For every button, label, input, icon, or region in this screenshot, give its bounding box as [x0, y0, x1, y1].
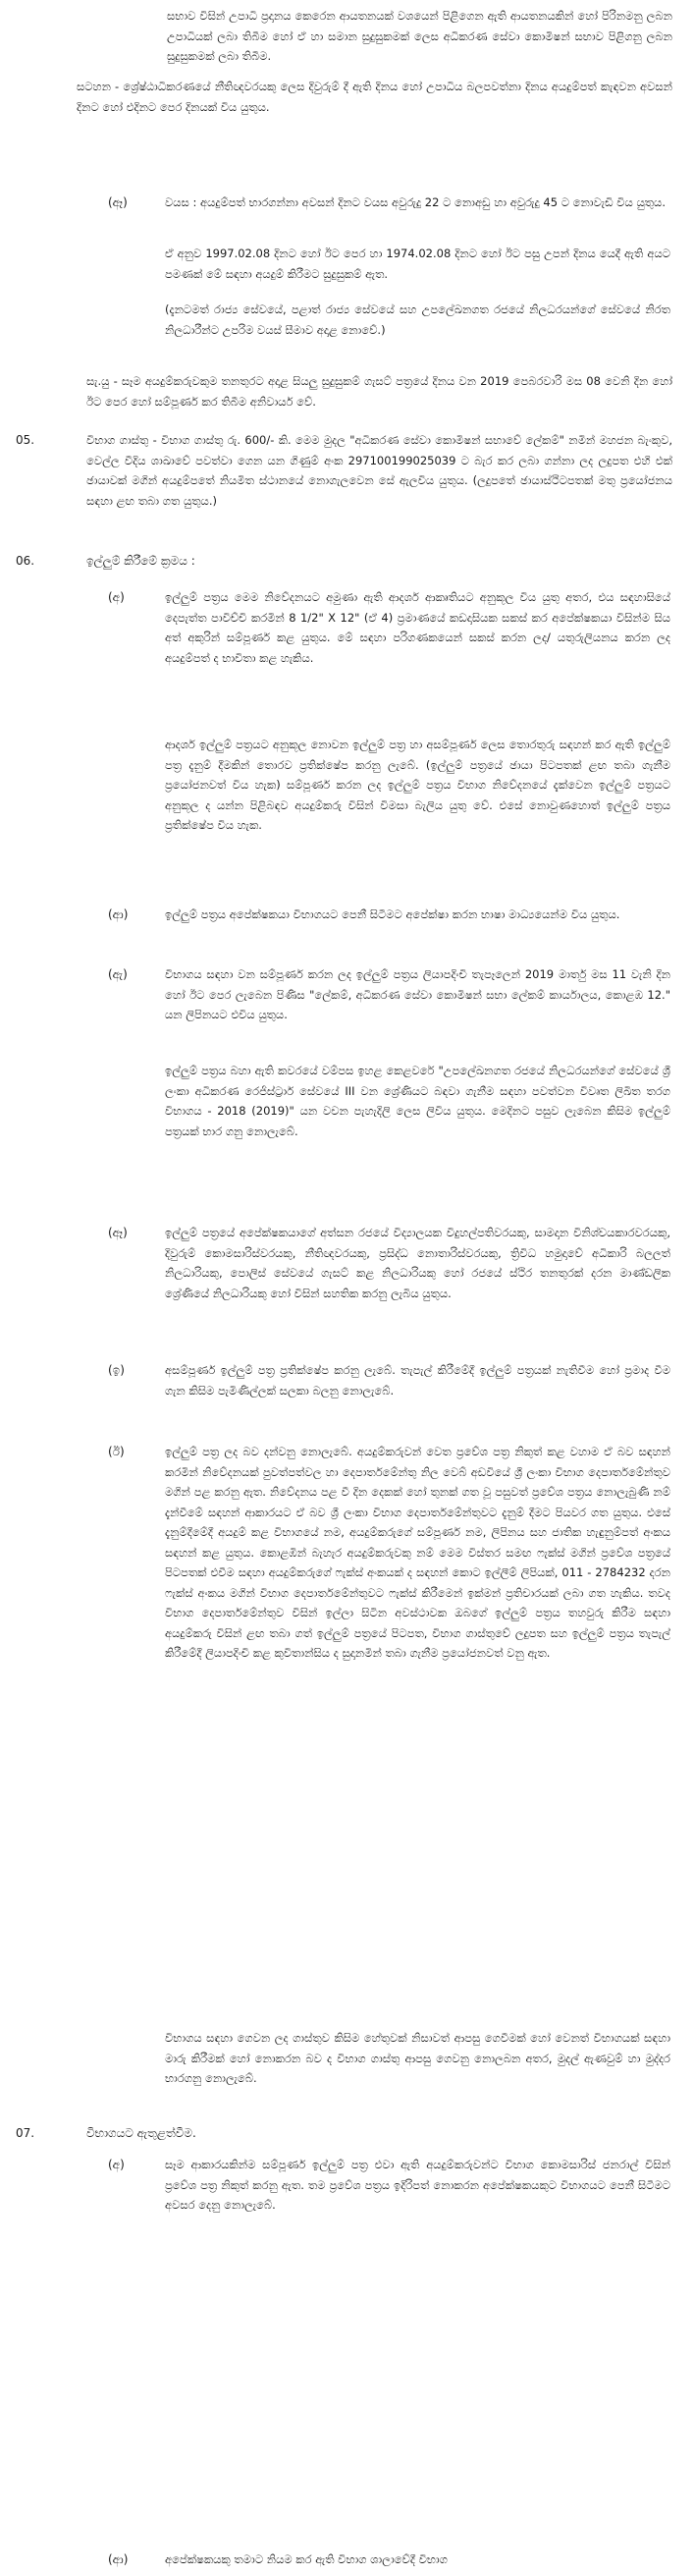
clause-ae-paragraph-2: ඉල්ලුම් පත්‍රය බහා ඇති කවරයේ වම්පස ඉහළ කෙළවරේ "උපලේඛනගත රජයේ නිලධරයන්ගේ සේවයේ ශ්‍රී ලංකා අධිකරණ රෙජිස්ට්‍රාර් සේවයේ III වන ශ්‍රේණියට බඳවා ගැනීම සඳහා පවත්වන විවෘත ලිඛිත තරග විභාගය - 2018 (2019)" යන වචන පැහැදිලි ලෙස ලිවිය යුතුය. මෙදිනට පසුව ලැබෙන කිසිම ඉල්ලුම් පත්‍රයක් භාර ගනු නොලැබේ. [165, 1064, 670, 1138]
qualification-intro-paragraph: සභාව විසින් උපාධි ප්‍රදානය කෙරෙන ආයතනයක් වශයෙන් පිළිගෙන ඇති ආයතනයකින් හෝ පිරිනමනු ලබන උපාධියක් ලබා තිබීම හෝ ඒ හා සමාන සුදුසුකමක් ලෙස අධිකරණ සේවා කොමිෂන් සභාව පිළිගනු ලබන සුදුසුකමක් ලබා තිබීම. [167, 9, 672, 63]
qualification-note-paragraph: සටහන - ශ්‍රේෂ්ඨාධිකරණයේ නීතිඥවරයකු ලෙස දිවුරුම් දී ඇති දිනය හෝ උපාධිය බලපවත්නා දිනය අයදුම්පත් කැඳවන අවසන් දිනට හෝ එදිනට පෙර දිනයක් විය යුතුය. [77, 80, 672, 114]
clause-a-paragraph-2: ආදර්ශ ඉල්ලුම් පත්‍රයට අනුකූල නොවන ඉල්ලුම් පත්‍ර හා අසම්පූර්ණ ලෙස තොරතුරු සඳහන් කර ඇති ඉල්ලුම් පත්‍ර දැනුම් දීමකින් තොරව ප්‍රතික්ෂේප කරනු ලැබේ. (ඉල්ලුම් පත්‍රයේ ඡායා පිටපතක් ළඟ තබා ගැනීම ප්‍රයෝජනවත් විය හැක) සම්පූර්ණ කරන ලද ඉල්ලුම් පත්‍රය විභාග නිවේදනයේ දැක්වෙන ඉල්ලුම් පත්‍රයට අනුකූල ද යන්න පිළිබඳව අයදුම්කරු විසින් විමසා බැලිය යුතු වේ. එසේ නොවුණහොත් ඉල්ලුම් පත්‍රය ප්‍රතික්ෂේප විය හැක. [165, 738, 670, 832]
age-requirement-paragraph: වයස : අයදුම්පත් භාරගන්නා අවසන් දිනට වයස අවුරුදු 22 ට නොඅඩු හා අවුරුදු 45 ට නොවැඩි විය යුතුය. [165, 195, 666, 209]
clause-aa-label: (ආ) [108, 907, 129, 921]
clause-ii-paragraph-2: විභාගය සඳහා ගෙවන ලද ගාස්තුව කිසිම හේතුවක් නිසාවත් ආපසු ගෙවීමක් හෝ වෙනත් විභාගයක් සඳහා මාරු කිරීමක් හෝ නොකරන බව ද විභාග ගාස්තු ආපසු ගෙවනු නොලබන අතර, මුදල් ඇණවුම් හා මුද්දර භාරගනු නොලැබේ. [165, 2031, 670, 2085]
section-number-07: 07. [16, 2126, 35, 2140]
clause-aae-paragraph: ඉල්ලුම් පත්‍රයේ අපේක්ෂකයාගේ අත්සන රජයේ විද්‍යාලයක විදුහල්පතිවරයකු, සාමදාන විනිශ්චයකාරවරයකු, දිවුරුම් කොමසාරිස්වරයකු, නීතිඥවරයකු, ප්‍රසිද්ධ නොතාරිස්වරයකු, ත්‍රිවිධ හමුදාවේ අධිකාරි බලලත් නිලධාරියකු, පොලිස් සේවයේ ගැසට් කළ නිලධාරියකු හෝ රජයේ ස්ථිර තනතුරක් දරන මාණ්ඩලික ශ්‍රේණියේ නිලධාරියකු හෝ විසින් සහතික කරනු ලැබිය යුතුය. [165, 1226, 670, 1300]
qualification-footnote-paragraph: සැ.යු - සෑම අයදුම්කරුවකුම තනතුරට අදාළ සියලු සුදුසුකම් ගැසට් පත්‍රයේ දිනය වන 2019 පෙබරවාරි මස 08 වෙනි දින හෝ ඊට පෙර හෝ සම්පූර්ණ කර තිබීම අනිවාර්ය වේ. [86, 374, 672, 409]
clause-ae-label: (ඇ) [108, 967, 128, 981]
exam-fee-paragraph: විභාග ගාස්තු - විභාග ගාස්තු රු. 600/- කි. මෙම මුදල "අධිකරණ සේවා කොමිෂන් සභාවේ ලේකම්" නමින් මහජන බැංකුව, වෙල්ල වීදිය ශාඛාවේ පවත්වා ගෙන යන ගිණුම් අංක 297100199025039 ට බැර කර ලබා ගන්නා ලද ලදුපත එහි එක් ඡායාවක් මගින් අයදුම්පතේ නියමිත ස්ථානයේ නොගැලවෙන සේ ඇලවිය යුතුය. (ලදුපතේ ඡායාස්ථිටපතක් මතු ප්‍රයෝජනය සඳහා ළඟ තබා ගත යුතුය.) [86, 433, 672, 508]
clause-i-paragraph: අසම්පූර්ණ ඉල්ලුම් පත්‍ර ප්‍රතික්ෂේප කරනු ලැබේ. තැපැල් කිරීමේදී ඉල්ලුම් පත්‍රයක් නැතිවීම හෝ ප්‍රමාද වීම ගැන කිසිම පැමිණිල්ලක් සලකා බලනු නොලැබේ. [165, 1363, 670, 1398]
clause-a-label: (අ) [108, 590, 125, 604]
section-number-05: 05. [16, 433, 35, 447]
clause-aa-paragraph: ඉල්ලුම් පත්‍රය අපේක්ෂකයා විභාගයට පෙනී සිටීමට අපේක්ෂා කරන භාෂා මාධ්‍යයෙන්ම විය යුතුය. [165, 907, 620, 921]
application-method-heading: ඉල්ලුම් කිරීමේ ක්‍රමය : [86, 554, 195, 568]
admission-clause-aa-label: (ආ) [108, 2552, 129, 2566]
age-government-note: (දැනටමත් රාජ්‍ය සේවයේ, පළාත් රාජ්‍ය සේවයේ සහ උපලේඛනගත රජයේ නිලධරයන්ගේ සේවයේ නිරත නිලධාරීන්ට උපරිම වයස් සීමාව අදාළ නොවේ.) [165, 302, 670, 337]
clause-i-label: (ඉ) [108, 1363, 125, 1377]
clause-aae-label: (ඈ) [108, 1226, 128, 1239]
clause-ii-label: (ඊ) [108, 1445, 125, 1458]
clause-a-paragraph-1: ඉල්ලුම් පත්‍රය මෙම නිවේදනයට අමුණා ඇති ආදර්ශ ආකෘතියට අනුකූල විය යුතු අතර, එය සඳහාසියේ දෙපැත්ත පාවිච්චි කරමින් 8 1/2" X 12" (ඒ 4) ප්‍රමාණයේ කඩදාසියක සකස් කර අපේක්ෂකයා විසින්ම සිය අත් අකුරින් සම්පූර්ණ කළ යුතුය. මේ සඳහා පරිගණකයෙන් සකස් කරන ලද/ යතුරුලියනය කරන ලද අයදුම්පත් ද භාවිතා කළ හැකිය. [165, 590, 670, 665]
clause-ii-paragraph-1: ඉල්ලුම් පත්‍ර ලද බව දන්වනු නොලැබේ. අයදුම්කරුවන් වෙත ප්‍රවේශ පත්‍ර නිකුත් කළ වහාම ඒ බව සඳහන් කරමින් නිවේදනයක් පුවත්පත්වල හා දෙපාර්තමේන්තු නිල වෙබ් අඩවියේ ශ්‍රී ලංකා විභාග දෙපාර්තමේන්තුව මගින් පළ කරනු ඇත. නිවේදනය පළ වී දින දෙකක් හෝ තුනක් ගත වූ පසුවත් ප්‍රවේශ පත්‍රය නොලැබුණි නම් දැන්වීමේ සඳහන් ආකාරයට ඒ බව ශ්‍රී ලංකා විභාග දෙපාර්තමේන්තුවට දැනුම් දීමට පියවර ගත යුතුය. එසේ දැනුම්දීමේදී අයදුම් කළ විභාගයේ නම, අයදුම්කරුගේ සම්පූර්ණ නම, ලිපිනය සහ ජාතික හැඳුනුම්පත් අංකය සඳහන් කළ යුතුය. කොළඹින් බැහැර අයදුම්කරුවකු නම් මෙම විස්තර සමඟ ෆැක්ස් මගින් ප්‍රවේශ පත්‍රයේ පිටපතක් එවීම සඳහා අයදුම්කරුගේ ෆැක්ස් අංකයක් ද සඳහන් කොට ඉල්ලීම් ලිපියක්, 011 - 2784232 දරන ෆැක්ස් අංකය මගින් විභාග දෙපාර්තමේන්තුවට ෆැක්ස් කිරීමෙන් ඉක්මන් ප්‍රතිචාරයක් ලබා ගත හැකිය. තවද විභාග දෙපාර්තමේන්තුව විසින් ඉල්ලා සිටින අවස්ථාවක ඔබගේ ඉල්ලුම් පත්‍රය තහවුරු කිරීම සඳහා අයදුම්කරු විසින් ළඟ තබා ගත් ඉල්ලුම් පත්‍රයේ පිටපත, විභාග ගාස්තුවේ ලදුපත සහ ඉල්ලුම් පත්‍රය තැපැල් කිරීමේදී ලියාපදිංචි කළ කුවිතාන්සිය ද සුදානමින් තබා ගැනීම ප්‍රයෝජනවත් වනු ඇත. [165, 1445, 670, 1660]
section-number-06: 06. [16, 554, 35, 568]
admission-clause-a-label: (අ) [108, 2158, 125, 2171]
age-birthdate-quote: ඒ අනුව 1997.02.08 දිනට හෝ ඊට පෙර හා 1974.02.08 දිනට හෝ ඊට පසු උපන් දිනය යෙදී ඇති අයට පමණක් මේ සඳහා අයදුම් කිරීමට සුදුසුකම් ඇත. [165, 247, 670, 281]
age-label: (ඈ) [108, 195, 128, 209]
exam-admission-heading: විභාගයට ඇතුළත්වීම. [86, 2126, 196, 2140]
admission-clause-a-paragraph: සෑම ආකාරයකින්ම සම්පූර්ණ ඉල්ලුම් පත්‍ර එවා ඇති අයදුම්කරුවන්ට විභාග කොමසාරිස් ජනරාල් විසින් ප්‍රවේශ පත්‍ර නිකුත් කරනු ඇත. තම ප්‍රවේශ පත්‍රය ඉදිරිපත් නොකරන අපේක්ෂකයකුට විභාගයට පෙනී සිටීමට අවසර දෙනු නොලැබේ. [165, 2158, 670, 2212]
admission-clause-aa-paragraph: අපේක්ෂකයකු තමාට නියම කර ඇති විභාග ශාලාවේදී විභාග [165, 2552, 448, 2566]
clause-ae-paragraph-1: විභාගය සඳහා වන සම්පූර්ණ කරන ලද ඉල්ලුම් පත්‍රය ලියාපදිංචි තැපෑලෙන් 2019 මාර්තු මස 11 වැනි දින හෝ ඊට පෙර ලැබෙන පිණිස "ලේකම්, අධිකරණ සේවා කොමිෂන් සභා ලේකම් කාර්යාලය, කොළඹ 12." යන ලිපිනයට එවිය යුතුය. [165, 967, 670, 1021]
